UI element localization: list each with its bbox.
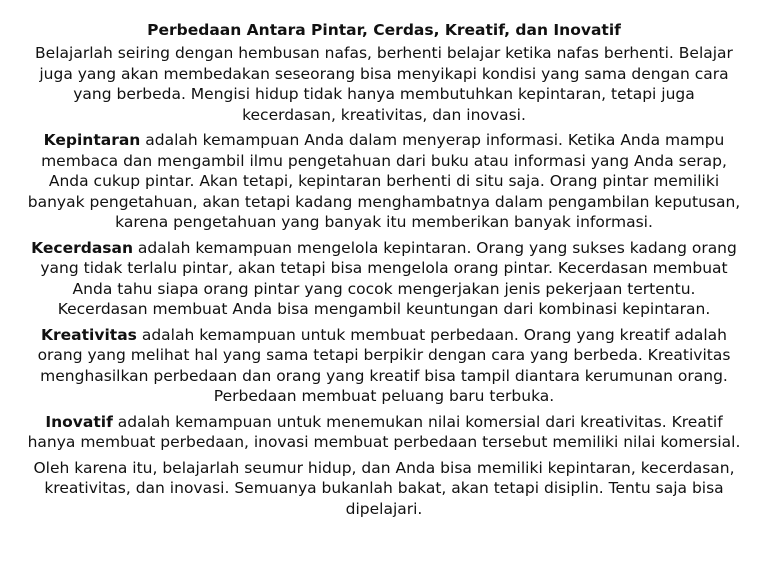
section-kepintaran (26, 130, 742, 233)
section-inovatif (26, 412, 742, 453)
term-kepintaran: Kepintaran (43, 131, 141, 149)
definition-inovatif: adalah kemampuan untuk menemukan nilai komersial dari kreativitas. Kreatif hanya membuat perbedaan, inovasi membuat perbedaan tersebut memiliki nilai komersial. (27, 412, 741, 451)
definition-kecerdasan: adalah kemampuan mengelola kepintaran. Orang yang sukses kadang orang yang tidak terlalu pintar, akan tetapi bisa mengelola orang pintar. Kecerdasan membuat Anda tahu siapa orang pintar yang cocok mengerjakan jenis pekerjaan tertentu. Kecerdasan membuat Anda bisa mengambil keuntungan dari kombinasi kepintaran. (40, 238, 737, 318)
intro-paragraph: Belajarlah seiring dengan hembusan nafas, berhenti belajar ketika nafas berhenti. Belajar juga yang akan membedakan seseorang bisa menyikapi kondisi yang sama dengan cara yang berbeda. Mengisi hidup tidak hanya membutuhkan kepintaran, tetapi juga kecerdasan, kreativitas, dan inovasi. (35, 44, 733, 124)
term-inovatif: Inovatif (45, 412, 113, 431)
term-kecerdasan: Kecerdasan (31, 238, 133, 257)
section-kreativitas (26, 325, 742, 407)
document-title: Perbedaan Antara Pintar, Cerdas, Kreatif, dan Inovatif (147, 21, 621, 39)
closing-paragraph: Oleh karena itu, belajarlah seumur hidup, dan Anda bisa memiliki kepintaran, kecerdasan, kreativitas, dan inovasi. Semuanya bukanlah bakat, akan tetapi disiplin. Tentu saja bisa dipelajari. (33, 458, 735, 518)
definition-kreativitas: adalah kemampuan untuk membuat perbedaan. Orang yang kreatif adalah orang yang melihat hal yang sama tetapi berpikir dengan cara yang berbeda. Kreativitas menghasilkan perbedaan dan orang yang kreatif bisa tampil diantara kerumunan orang. Perbedaan membuat peluang baru terbuka. (37, 325, 731, 405)
term-kreativitas: Kreativitas (41, 325, 137, 344)
section-kecerdasan (26, 238, 742, 320)
definition-kepintaran: adalah kemampuan Anda dalam menyerap informasi. Ketika Anda mampu membaca dan mengambil ilmu pengetahuan dari buku atau informasi yang Anda serap, Anda cukup pintar. Akan tetapi, kepintaran berhenti di situ saja. Orang pintar memiliki banyak pengetahuan, akan tetapi kadang menghambatnya dalam pengambilan keputusan, karena pengetahuan yang banyak itu memberikan banyak informasi. (27, 131, 741, 231)
